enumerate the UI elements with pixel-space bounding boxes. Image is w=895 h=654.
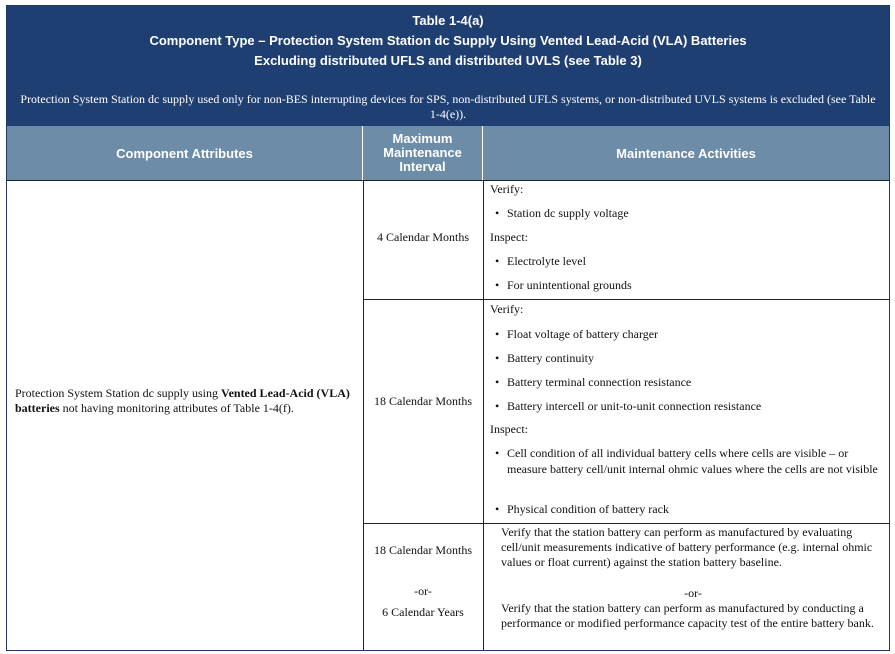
row2-inspect-label: Inspect: [490,422,528,436]
row2-inspect-item: • Cell condition of all individual battery cells where cells are visible – or measure battery cell/unit internal ohmic values where the cells are not visible [495,445,885,477]
header-component-attributes: Component Attributes [7,126,363,180]
row2-verify-item: • Float voltage of battery charger [495,326,885,342]
row2-verify-item: • Battery terminal connection resistance [495,374,885,390]
attribute-suffix: not having monitoring attributes of Table 1-4(f). [59,401,294,415]
row2-verify-item: • Battery continuity [495,350,885,366]
row2-verify-label: Verify: [490,302,524,316]
row1-interval: 4 Calendar Months [377,230,469,244]
table-note: Protection System Station dc supply used only for non-BES interrupting devices for SPS, non-distributed UFLS systems, or non-distributed UVLS systems is excluded (see Table 1-4(e)). [20,92,876,121]
header-maintenance-activities: Maintenance Activities [483,126,889,180]
header-maximum-interval: Maximum Maintenance Interval [363,126,483,180]
row1-inspect-item: • Electrolyte level [495,253,885,269]
row3-activity-a: Verify that the station battery can perform as manufactured by evaluating cell/unit measurements indicative of battery performance (e.g. internal ohmic values or float current) against the station battery baseline. [501,525,873,569]
row2-interval: 18 Calendar Months [374,394,472,408]
header-bottom-rule [7,180,889,181]
row1-inspect-label: Inspect: [490,230,528,244]
maintenance-table [6,5,890,651]
row3-activity-or: -or- [684,586,702,600]
row-divider-2 [363,523,889,524]
table-title-banner [7,6,889,126]
attribute-bold: Vented Lead-Acid (VLA) batteries [15,386,350,415]
row-divider-1 [363,299,889,300]
row3-interval-a: 18 Calendar Months [374,543,472,557]
row2-verify-item: • Battery intercell or unit-to-unit connection resistance [495,398,885,414]
row3-interval-b: 6 Calendar Years [382,605,464,619]
row1-verify-label: Verify: [490,182,524,196]
column-divider-2 [483,180,484,650]
table-subtitle: Excluding distributed UFLS and distributed UVLS (see Table 3) [254,53,642,68]
row1-verify-item: • Station dc supply voltage [495,205,885,221]
column-divider-1 [363,180,364,650]
row3-activity-b: Verify that the station battery can perform as manufactured by conducting a performance or modified performance capacity test of the entire battery bank. [501,601,874,630]
row3-interval-or: -or- [414,584,432,598]
table-title: Component Type – Protection System Station dc Supply Using Vented Lead-Acid (VLA) Batteries [149,33,747,48]
attribute-prefix: Protection System Station dc supply using [15,386,221,400]
component-attribute-text [15,386,355,416]
row1-inspect-item: • For unintentional grounds [495,277,885,293]
row2-inspect-item: • Physical condition of battery rack [495,501,885,517]
table-number: Table 1-4(a) [412,13,484,28]
